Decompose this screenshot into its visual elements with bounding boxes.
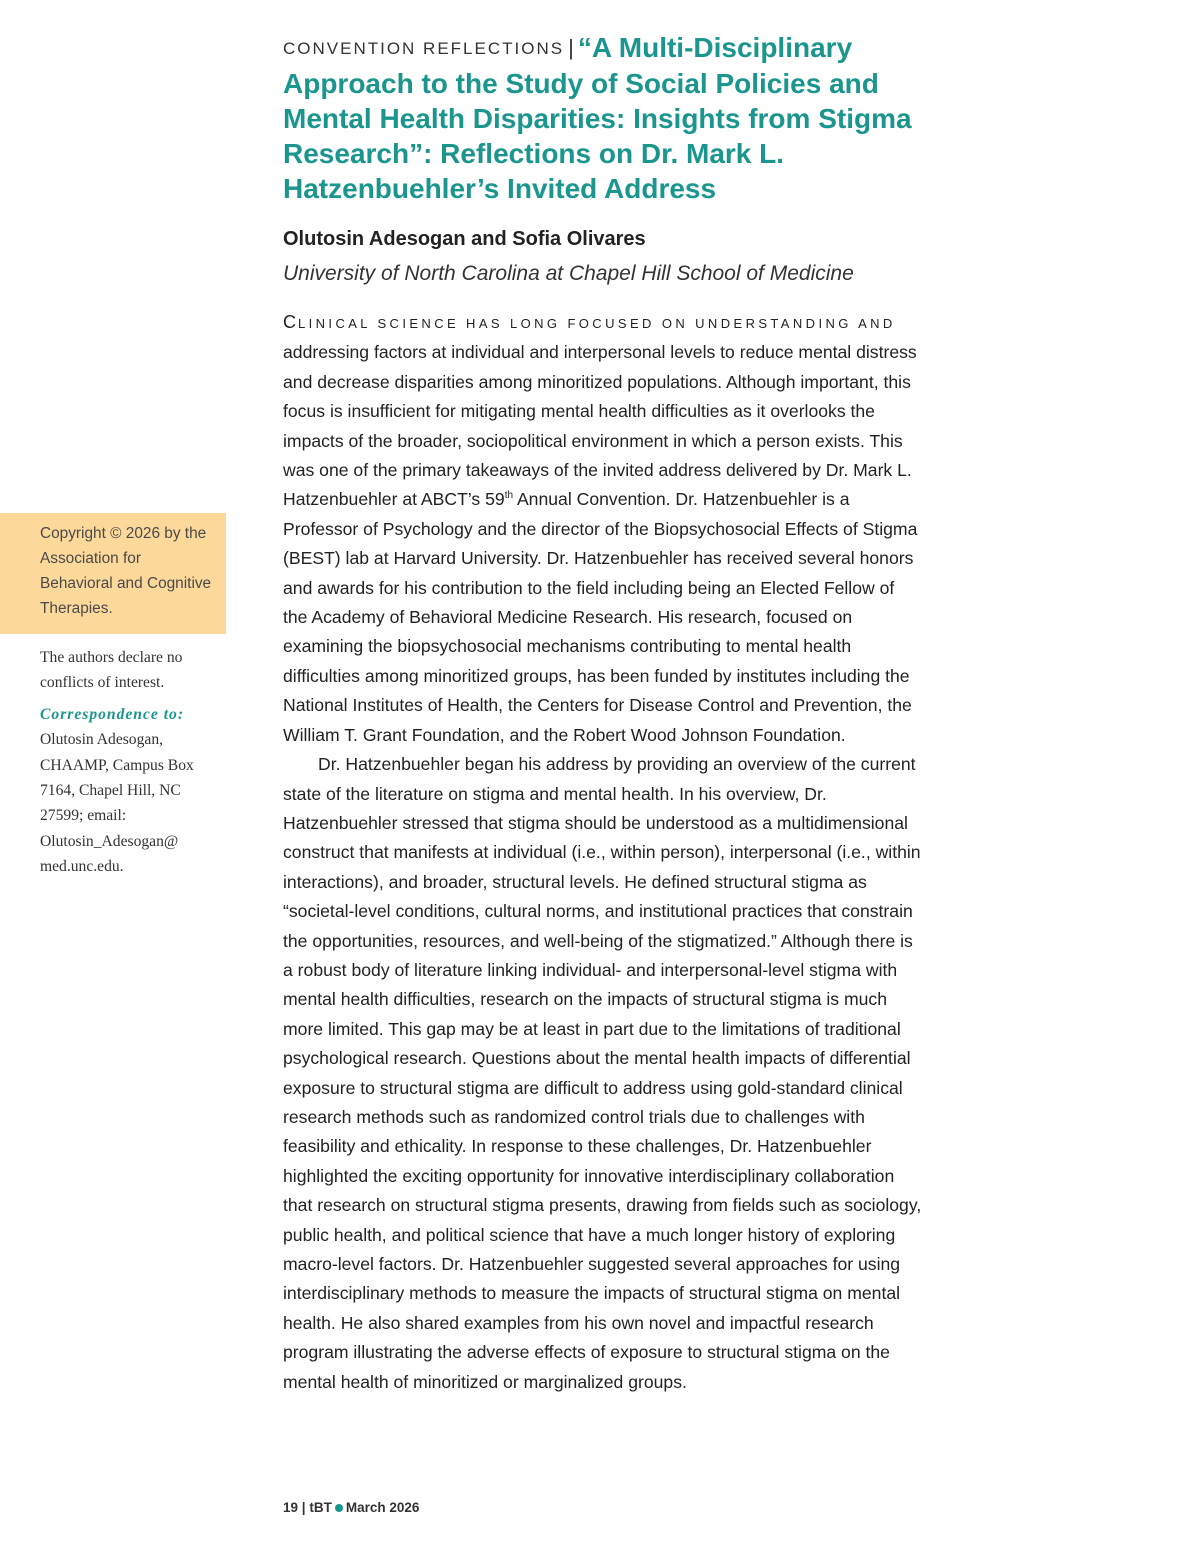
section-separator: | (568, 35, 574, 60)
conflicts-statement: The authors declare no conflicts of interest. (40, 649, 183, 692)
lead-in (283, 312, 896, 332)
title-block (283, 30, 923, 206)
correspondence-label: Correspondence to: (40, 705, 185, 723)
article-body (283, 308, 923, 1397)
sidebar-notes (40, 645, 225, 880)
issue-date: March 2026 (345, 1500, 420, 1515)
article-header (283, 30, 923, 206)
bullet-dot-icon (335, 1504, 343, 1512)
page-number: 19 (283, 1500, 299, 1515)
body-paragraph-1-text-b: Annual Convention. Dr. Hatzenbuehler is a Professor of Psychology and the director of the Biopsychosocial Effects of Stigma (BEST) lab at Harvard University. Dr. Hatzenbuehler has received several honors and awards for his contribution to the field including being an Elected Fellow of the Academy of Behavioral Medicine Research. His research, focused on examining the biopsychosocial mechanisms contributing to mental health difficulties among minoritized groups, has been funded by institutes including the National Institutes of Health, the Centers for Disease Control and Prevention, the William T. Grant Foundation, and the Robert Wood Johnson Foundation. (283, 489, 918, 745)
lead-in-initial: C (283, 312, 298, 332)
body-paragraph-1-text-a: addressing factors at individual and interpersonal levels to reduce mental distress and decrease disparities among minoritized populations. Although important, this focus is insufficient for mitigating mental health difficulties as it overlooks the impacts of the broader, sociopolitical environment in which a person exists. This was one of the primary takeaways of the invited address delivered by Dr. Mark L. Hatzenbuehler at ABCT’s 59 (283, 342, 917, 510)
article-affiliation: University of North Carolina at Chapel Hill School of Medicine (283, 262, 854, 285)
section-label: CONVENTION REFLECTIONS (283, 39, 565, 58)
lead-in-rest: LINICAL SCIENCE HAS LONG FOCUSED ON UNDERSTANDING AND (298, 316, 896, 331)
publication-name: tBT (309, 1500, 332, 1515)
body-paragraph-1 (283, 308, 923, 750)
page-footer (283, 1500, 419, 1515)
copyright-box (0, 513, 226, 634)
ordinal-superscript: th (504, 490, 514, 502)
copyright-text: Copyright © 2026 by the Association for Behavioral and Cognitive Therapies. (40, 525, 212, 617)
correspondence-text: Olutosin Adesogan, CHAAMP, Campus Box 7164, Chapel Hill, NC 27599; email: Olutosin_Adesogan@ med.unc.edu. (40, 731, 194, 876)
body-paragraph-2: Dr. Hatzenbuehler began his address by providing an overview of the current state of the literature on stigma and mental health. In his overview, Dr. Hatzenbuehler stressed that stigma should be understood as a multidimensional construct that manifests at individual (i.e., within person), interpersonal (i.e., within interactions), and broader, structural levels. He defined structural stigma as “societal-level conditions, cultural norms, and institutional practices that constrain the opportunities, resources, and well-being of the stigmatized.” Although there is a robust body of literature linking individual- and interpersonal-level stigma with mental health difficulties, research on the impacts of structural stigma is much more limited. This gap may be at least in part due to the limitations of traditional psychological research. Questions about the mental health impacts of differential exposure to structural stigma are difficult to address using gold-standard clinical research methods such as randomized control trials due to challenges with feasibility and ethicality. In response to these challenges, Dr. Hatzenbuehler highlighted the exciting opportunity for innovative interdisciplinary collaboration that research on structural stigma presents, drawing from fields such as sociology, public health, and political science that have a much longer history of exploring macro-level factors. Dr. Hatzenbuehler suggested several approaches for using interdisciplinary methods to measure the impacts of structural stigma on mental health. He also shared examples from his own novel and impactful research program illustrating the adverse effects of exposure to structural stigma on the mental health of minoritized or marginalized groups. (283, 754, 922, 1392)
footer-separator: | (301, 1500, 306, 1515)
article-authors: Olutosin Adesogan and Sofia Olivares (283, 228, 646, 250)
article-title: “A Multi-Disciplinary Approach to the Study of Social Policies and Mental Health Disparities: Insights from Stigma Research”: Reflections on Dr. Mark L. Hatzenbuehler’s Invited Address (283, 32, 912, 204)
